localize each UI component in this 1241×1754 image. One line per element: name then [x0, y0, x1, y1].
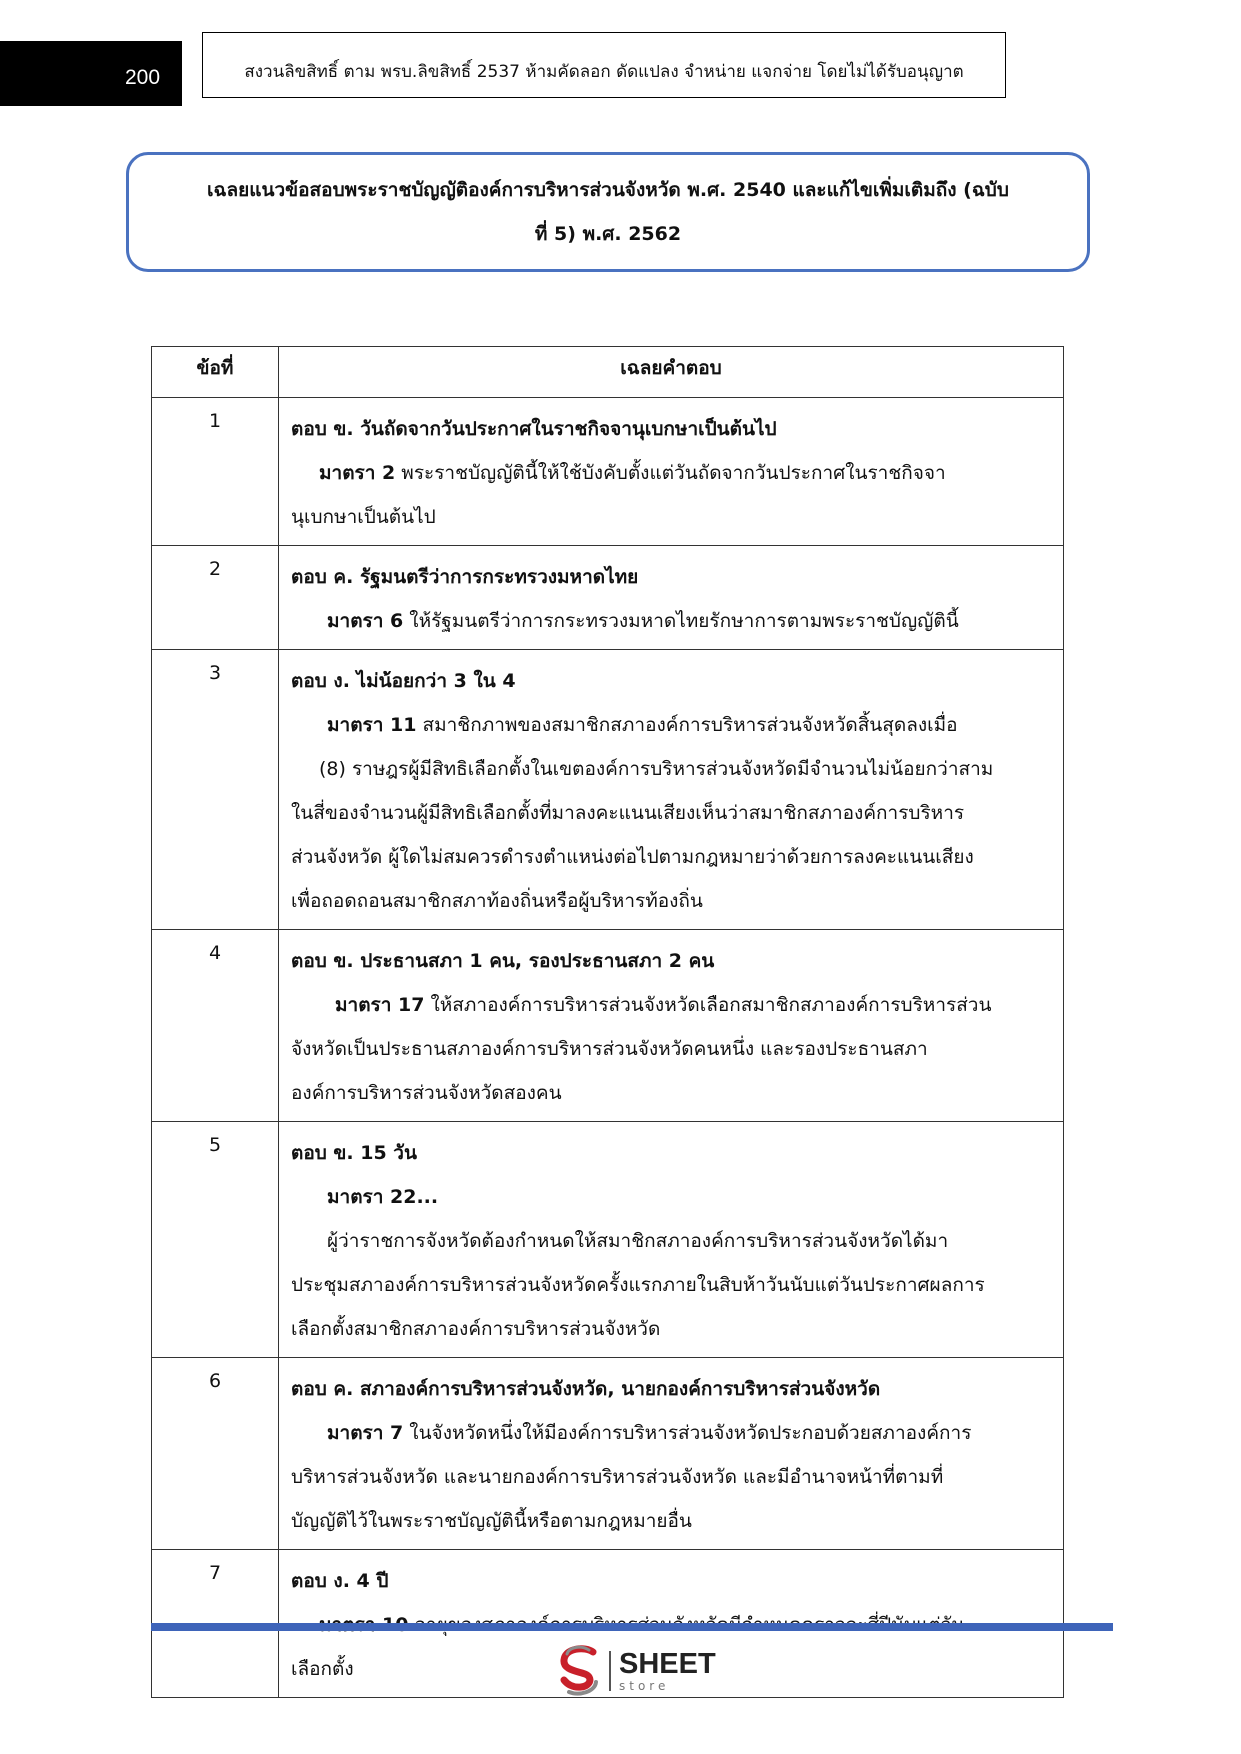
answer-table: [151, 346, 1064, 1698]
title-line-2: ที่ 5) พ.ศ. 2562: [534, 223, 682, 245]
explanation-line: จังหวัดเป็นประธานสภาองค์การบริหารส่วนจังหวัดคนหนึ่ง และรองประธานสภา: [291, 1038, 928, 1060]
row-number: 7: [152, 1550, 279, 1698]
explanation-line: ในสี่ของจำนวนผู้มีสิทธิเลือกตั้งที่มาลงคะแนนเสียงเห็นว่าสมาชิกสภาองค์การบริหาร: [291, 802, 965, 824]
table-row: [152, 546, 1064, 650]
row-number: 3: [152, 650, 279, 930]
section-text: ให้รัฐมนตรีว่าการกระทรวงมหาดไทยรักษาการตามพระราชบัญญัตินี้: [403, 610, 959, 632]
logo-s-icon: [555, 1644, 603, 1698]
explanation-line: [291, 451, 1051, 495]
row-answer: [279, 546, 1064, 650]
table-header-row: [152, 347, 1064, 398]
explanation-line: เลือกตั้งสมาชิกสภาองค์การบริหารส่วนจังหวัด: [291, 1318, 661, 1340]
explanation-line: นุเบกษาเป็นต้นไป: [291, 506, 436, 528]
explanation-line: เพื่อถอดถอนสมาชิกสภาท้องถิ่นหรือผู้บริหารท้องถิ่น: [291, 890, 703, 912]
section-text: ให้สภาองค์การบริหารส่วนจังหวัดเลือกสมาชิกสภาองค์การบริหารส่วน: [424, 994, 992, 1016]
answer-choice: ตอบ ง. ไม่น้อยกว่า 3 ใน 4: [291, 670, 516, 692]
explanation-line: [291, 1175, 1051, 1219]
row-answer: [279, 398, 1064, 546]
section-ref: มาตรา 7: [327, 1422, 404, 1444]
footer-rule: [151, 1623, 1113, 1631]
explanation-line: องค์การบริหารส่วนจังหวัดสองคน: [291, 1082, 562, 1104]
answer-choice: ตอบ ค. สภาองค์การบริหารส่วนจังหวัด, นายกองค์การบริหารส่วนจังหวัด: [291, 1378, 881, 1400]
table-row: [152, 930, 1064, 1122]
explanation-line: บัญญัติไว้ในพระราชบัญญัตินี้หรือตามกฎหมายอื่น: [291, 1510, 692, 1532]
section-text: ในจังหวัดหนึ่งให้มีองค์การบริหารส่วนจังหวัดประกอบด้วยสภาองค์การ: [403, 1422, 972, 1444]
table-row: [152, 650, 1064, 930]
row-answer: [279, 930, 1064, 1122]
row-answer: [279, 1122, 1064, 1358]
answer-choice: ตอบ ง. 4 ปี: [291, 1570, 389, 1592]
row-number: 2: [152, 546, 279, 650]
explanation-line: ส่วนจังหวัด ผู้ใดไม่สมควรดำรงตำแหน่งต่อไปตามกฎหมายว่าด้วยการลงคะแนนเสียง: [291, 846, 974, 868]
section-text: สมาชิกภาพของสมาชิกสภาองค์การบริหารส่วนจังหวัดสิ้นสุดลงเมื่อ: [416, 714, 958, 736]
copyright-header: [202, 32, 1006, 98]
row-number: 5: [152, 1122, 279, 1358]
row-answer: [279, 1358, 1064, 1550]
logo-divider: [609, 1651, 611, 1691]
explanation-line: [291, 983, 1051, 1027]
title-box: [126, 152, 1090, 272]
row-answer: [279, 650, 1064, 930]
answer-choice: ตอบ ข. 15 วัน: [291, 1142, 417, 1164]
logo-store-text: store: [619, 1679, 670, 1693]
header-answer: เฉลยคำตอบ: [279, 347, 1064, 398]
row-number: 4: [152, 930, 279, 1122]
section-ref: มาตรา 17: [335, 994, 425, 1016]
section-ref: มาตรา 22...: [327, 1186, 439, 1208]
row-number: 1: [152, 398, 279, 546]
explanation-line: บริหารส่วนจังหวัด และนายกองค์การบริหารส่วนจังหวัด และมีอำนาจหน้าที่ตามที่: [291, 1466, 944, 1488]
sheet-store-logo: [555, 1643, 716, 1699]
page-number: 200: [125, 66, 161, 89]
explanation-line: [291, 1411, 1051, 1455]
logo-text: [619, 1650, 716, 1692]
table-row: [152, 1358, 1064, 1550]
table-row: [152, 1122, 1064, 1358]
copyright-text: สงวนลิขสิทธิ์ ตาม พรบ.ลิขสิทธิ์ 2537 ห้ามคัดลอก ดัดแปลง จำหน่าย แจกจ่าย โดยไม่ได้รับอนุญาต: [244, 61, 964, 82]
section-text: พระราชบัญญัตินี้ให้ใช้บังคับตั้งแต่วันถัดจากวันประกาศในราชกิจจา: [395, 462, 946, 484]
section-ref: มาตรา 11: [327, 714, 417, 736]
answer-choice: ตอบ ข. วันถัดจากวันประกาศในราชกิจจานุเบกษาเป็นต้นไป: [291, 418, 777, 440]
explanation-line: ผู้ว่าราชการจังหวัดต้องกำหนดให้สมาชิกสภาองค์การบริหารส่วนจังหวัดได้มา: [327, 1230, 949, 1252]
header-no: ข้อที่: [152, 347, 279, 398]
title-line-1: เฉลยแนวข้อสอบพระราชบัญญัติองค์การบริหารส่วนจังหวัด พ.ศ. 2540 และแก้ไขเพิ่มเติมถึง (ฉบับ: [207, 179, 1009, 201]
section-ref: มาตรา 6: [327, 610, 404, 632]
table-row: [152, 398, 1064, 546]
answer-choice: ตอบ ค. รัฐมนตรีว่าการกระทรวงมหาดไทย: [291, 566, 639, 588]
row-number: 6: [152, 1358, 279, 1550]
answer-choice: ตอบ ข. ประธานสภา 1 คน, รองประธานสภา 2 คน: [291, 950, 715, 972]
section-ref: มาตรา 2: [319, 462, 396, 484]
explanation-line: [291, 599, 1051, 643]
explanation-line: (8) ราษฎรผู้มีสิทธิเลือกตั้งในเขตองค์การบริหารส่วนจังหวัดมีจำนวนไม่น้อยกว่าสาม: [319, 758, 994, 780]
explanation-line: ประชุมสภาองค์การบริหารส่วนจังหวัดครั้งแรกภายในสิบห้าวันนับแต่วันประกาศผลการ: [291, 1274, 985, 1296]
explanation-line: เลือกตั้ง: [291, 1658, 354, 1680]
logo-sheet-text: SHEET: [619, 1648, 716, 1680]
explanation-line: [291, 703, 1051, 747]
